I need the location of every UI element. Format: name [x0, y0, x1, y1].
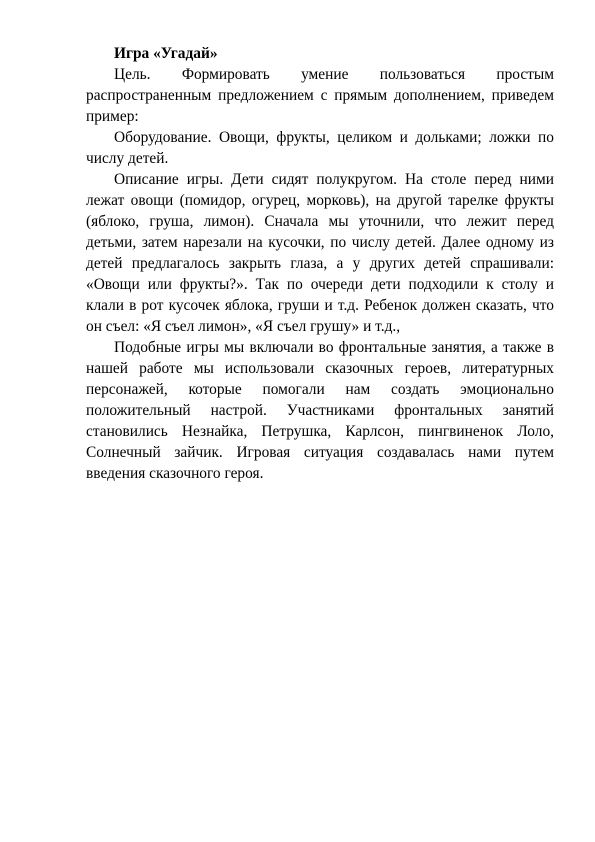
document-page: [86, 43, 554, 484]
paragraph-goal: Цель. Формировать умение пользоваться простым распространенным предложением с прямым дополнением, приведем пример:: [86, 66, 554, 125]
game-title: Игра «Угадай»: [114, 45, 218, 62]
paragraph-description: Описание игры. Дети сидят полукругом. На столе перед ними лежат овощи (помидор, огурец, морковь), на другой тарелке фрукты (яблоко, груша, лимон). Сначала мы уточнили, что лежит перед детьми, затем нарезали на кусочки, по числу детей. Далее одному из детей предлагалось закрыть глаза, а у других детей спрашивали: «Овощи или фрукты?». Так по очереди дети подходили к столу и клали в рот кусочек яблока, груши и т.д. Ребенок должен сказать, что он съел: «Я съел лимон», «Я съел грушу» и т.д.,: [86, 171, 554, 335]
paragraph-frontal-lessons: Подобные игры мы включали во фронтальные занятия, а также в нашей работе мы использовали сказочных героев, литературных персонажей, которые помогали нам создать эмоционально положительный настрой. Участниками фронтальных занятий становились Незнайка, Петрушка, Карлсон, пингвиненок Лоло, Солнечный зайчик. Игровая ситуация создавалась нами путем введения сказочного героя.: [86, 339, 554, 482]
paragraph-equipment: Оборудование. Овощи, фрукты, целиком и дольками; ложки по числу детей.: [86, 129, 554, 167]
